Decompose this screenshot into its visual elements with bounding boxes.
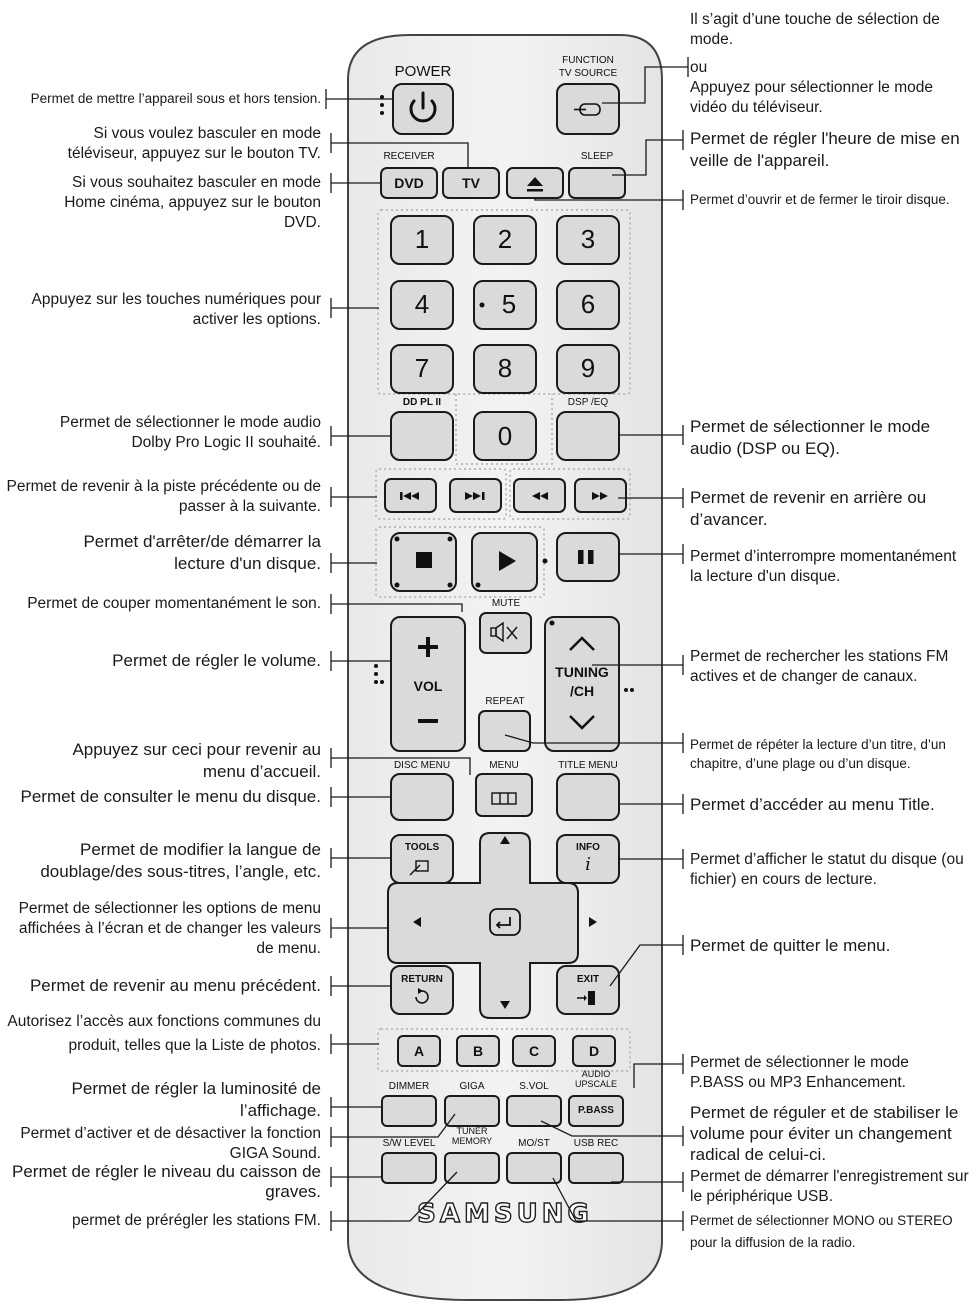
tv-label: TV [462,175,480,191]
most-label: MO/ST [518,1138,550,1149]
title-menu-button[interactable] [557,774,619,820]
usb-rec-label: USB REC [573,1138,619,1149]
tv-source-label: TV SOURCE [558,68,618,79]
annotation-sw-level: Permet de régler le niveau du caisson de graves. [11,1162,321,1201]
title-menu-label: TITLE MENU [558,760,618,771]
repeat-label: REPEAT [485,696,525,707]
annotation-dimmer: Permet de régler la luminosité de l’affichage. [71,1079,321,1120]
return-button[interactable] [391,966,453,1014]
digit-1-button[interactable] [391,216,453,264]
dvd-receiver-button[interactable] [381,168,437,198]
mute-label: MUTE [491,598,521,609]
info-button[interactable] [557,835,619,883]
tv-button[interactable] [443,168,499,198]
annotation-tuner-memory: permet de prérégler les stations FM. [72,1212,321,1229]
dsp-eq-button[interactable] [557,412,619,460]
color-key-b-label: B [472,1043,484,1059]
menu-label: MENU [489,760,519,771]
annotation-usb-rec: Permet de démarrer l'enregistrement sur le périphérique USB. [690,1168,969,1205]
annotation-function-tv: Appuyez pour sélectionner le mode vidéo du téléviseur. [690,79,933,116]
annotation-power: Permet de mettre l’appareil sous et hors tension. [30,91,321,106]
tools-button[interactable] [391,835,453,883]
dvd-label: DVD [394,175,424,191]
annotation-menu: Appuyez sur ceci pour revenir au menu d’accueil. [72,740,321,781]
dimmer-label: DIMMER [388,1081,430,1092]
annotation-dvd: Si vous souhaitez basculer en mode Home cinéma, appuyez sur le bouton DVD. [64,174,321,231]
annotation-dsp: Permet de sélectionner le mode audio (DSP ou EQ). [690,417,931,458]
digit-3-button[interactable] [557,216,619,264]
annotation-svol: Permet de réguler et de stabiliser le volume pour éviter un changement radical de celui-ci. [690,1103,959,1164]
return-label: RETURN [401,974,443,985]
disc-menu-button[interactable] [391,774,453,820]
annotation-tools: Permet de modifier la langue de doublage/des sous-titres, l’angle, etc. [40,840,321,881]
ch-label: /CH [569,683,595,699]
giga-button[interactable] [445,1096,499,1126]
digit-0-button[interactable] [474,412,536,460]
function-tv-source-button[interactable] [557,84,619,134]
annotation-color-keys: Autorisez l’accès aux fonctions communes du produit, telles que la Liste de photos. [7,1013,321,1054]
dsp-eq-label: DSP /EQ [567,397,609,408]
annotation-eject: Permet d’ouvrir et de fermer le tiroir disque. [690,192,950,207]
color-key-c-button[interactable] [513,1036,555,1066]
color-key-a-label: A [413,1043,425,1059]
digit-0-label: 0 [497,421,513,451]
digit-4-label: 4 [414,289,430,319]
digit-2-label: 2 [497,224,513,254]
samsung-logo: SAMSUNG [417,1199,593,1229]
info-label: INFO [576,842,600,853]
disc-menu-label: DISC MENU [393,760,451,771]
sw-level-label: S/W LEVEL [382,1138,436,1149]
exit-button[interactable] [557,966,619,1014]
annotation-function-or: ou [690,59,708,76]
function-label: FUNCTION [562,55,614,66]
menu-button[interactable] [476,774,532,816]
annotation-skip: Permet de revenir à la piste précédente ou de passer à la suivante. [6,478,321,515]
power-label: POWER [394,63,452,80]
color-key-c-label: C [528,1043,540,1059]
annotation-pbass: Permet de sélectionner le mode P.BASS ou MP3 Enhancement. [690,1054,909,1091]
usb-rec-button[interactable] [569,1153,623,1183]
digit-9-button[interactable] [557,345,619,393]
tactile-dot [480,303,485,308]
tuning-label: TUNING [555,664,609,680]
color-key-a-button[interactable] [398,1036,440,1066]
color-key-b-button[interactable] [457,1036,499,1066]
dolby-pro-logic-button[interactable] [391,412,453,460]
annotation-volume: Permet de régler le volume. [112,651,321,670]
digit-6-button[interactable] [557,281,619,329]
audio-upscale-label: AUDIO UPSCALE [574,1069,618,1089]
dimmer-button[interactable] [382,1096,436,1126]
receiver-label: RECEIVER [383,151,435,162]
repeat-button[interactable] [479,711,530,751]
sw-level-button[interactable] [382,1153,436,1183]
color-key-d-button[interactable] [573,1036,615,1066]
annotation-info: Permet d’afficher le statut du disque (ou fichier) en cours de lecture. [690,851,964,888]
tools-label: TOOLS [404,842,440,853]
annotation-arrows: Permet de sélectionner les options de menu affichées à l’écran et de changer les valeurs de menu. [18,900,321,957]
giga-label: GIGA [459,1081,485,1092]
annotation-tuning: Permet de rechercher les stations FM actives et de changer de canaux. [690,648,949,685]
annotation-return: Permet de revenir au menu précédent. [29,976,321,995]
sleep-label: SLEEP [580,151,614,162]
mute-button[interactable] [480,613,531,653]
svol-button[interactable] [507,1096,561,1126]
digit-1-label: 1 [414,224,430,254]
dolby-label: DD PL II [402,397,442,408]
digit-5-label: 5 [501,289,517,319]
color-key-d-label: D [588,1043,600,1059]
annotation-most: Permet de sélectionner MONO ou STEREO pour la diffusion de la radio. [690,1213,953,1250]
annotation-sleep: Permet de régler l'heure de mise en veille de l'appareil. [690,129,960,170]
digit-6-label: 6 [580,289,596,319]
annotation-disc-menu: Permet de consulter le menu du disque. [20,787,321,806]
digit-3-label: 3 [580,224,596,254]
annotation-repeat: Permet de répéter la lecture d’un titre, d’un chapitre, d’une plage ou d’un disque. [690,737,946,771]
digit-2-button[interactable] [474,216,536,264]
digit-7-button[interactable] [391,345,453,393]
svol-label: S.VOL [519,1081,549,1092]
annotation-pause: Permet d’interrompre momentanément la lecture d'un disque. [690,548,957,585]
exit-label: EXIT [576,974,600,985]
annotation-search: Permet de revenir en arrière ou d’avancer. [690,488,927,529]
digit-7-label: 7 [414,353,430,383]
tuner-memory-label: TUNER MEMORY [451,1126,493,1146]
digit-8-label: 8 [497,353,513,383]
annotation-dolby: Permet de sélectionner le mode audio Dolby Pro Logic II souhaité. [59,414,321,451]
annotation-exit: Permet de quitter le menu. [690,936,891,955]
annotation-function: Il s’agit d’une touche de sélection de mode. [690,11,940,48]
volume-down-icon [418,719,438,723]
pbass-label: P.BASS [578,1105,614,1116]
annotation-numeric: Appuyez sur les touches numériques pour activer les options. [31,291,321,328]
digit-4-button[interactable] [391,281,453,329]
annotation-giga: Permet d’activer et de désactiver la fonction GIGA Sound. [20,1125,321,1162]
digit-9-label: 9 [580,353,596,383]
annotation-tv: Si vous voulez basculer en mode téléviseur, appuyez sur le bouton TV. [67,125,321,162]
annotation-stop-play: Permet d'arrêter/de démarrer la lecture d'un disque. [83,532,321,573]
tuner-memory-button[interactable] [445,1153,499,1183]
annotation-mute: Permet de couper momentanément le son. [27,595,321,612]
digit-8-button[interactable] [474,345,536,393]
stop-icon [416,552,432,568]
vol-label: VOL [413,678,443,694]
annotation-title-menu: Permet d’accéder au menu Title. [690,795,935,814]
pbass-button[interactable] [569,1096,623,1126]
sleep-button[interactable] [569,168,625,198]
info-i-glyph: i [585,854,591,875]
